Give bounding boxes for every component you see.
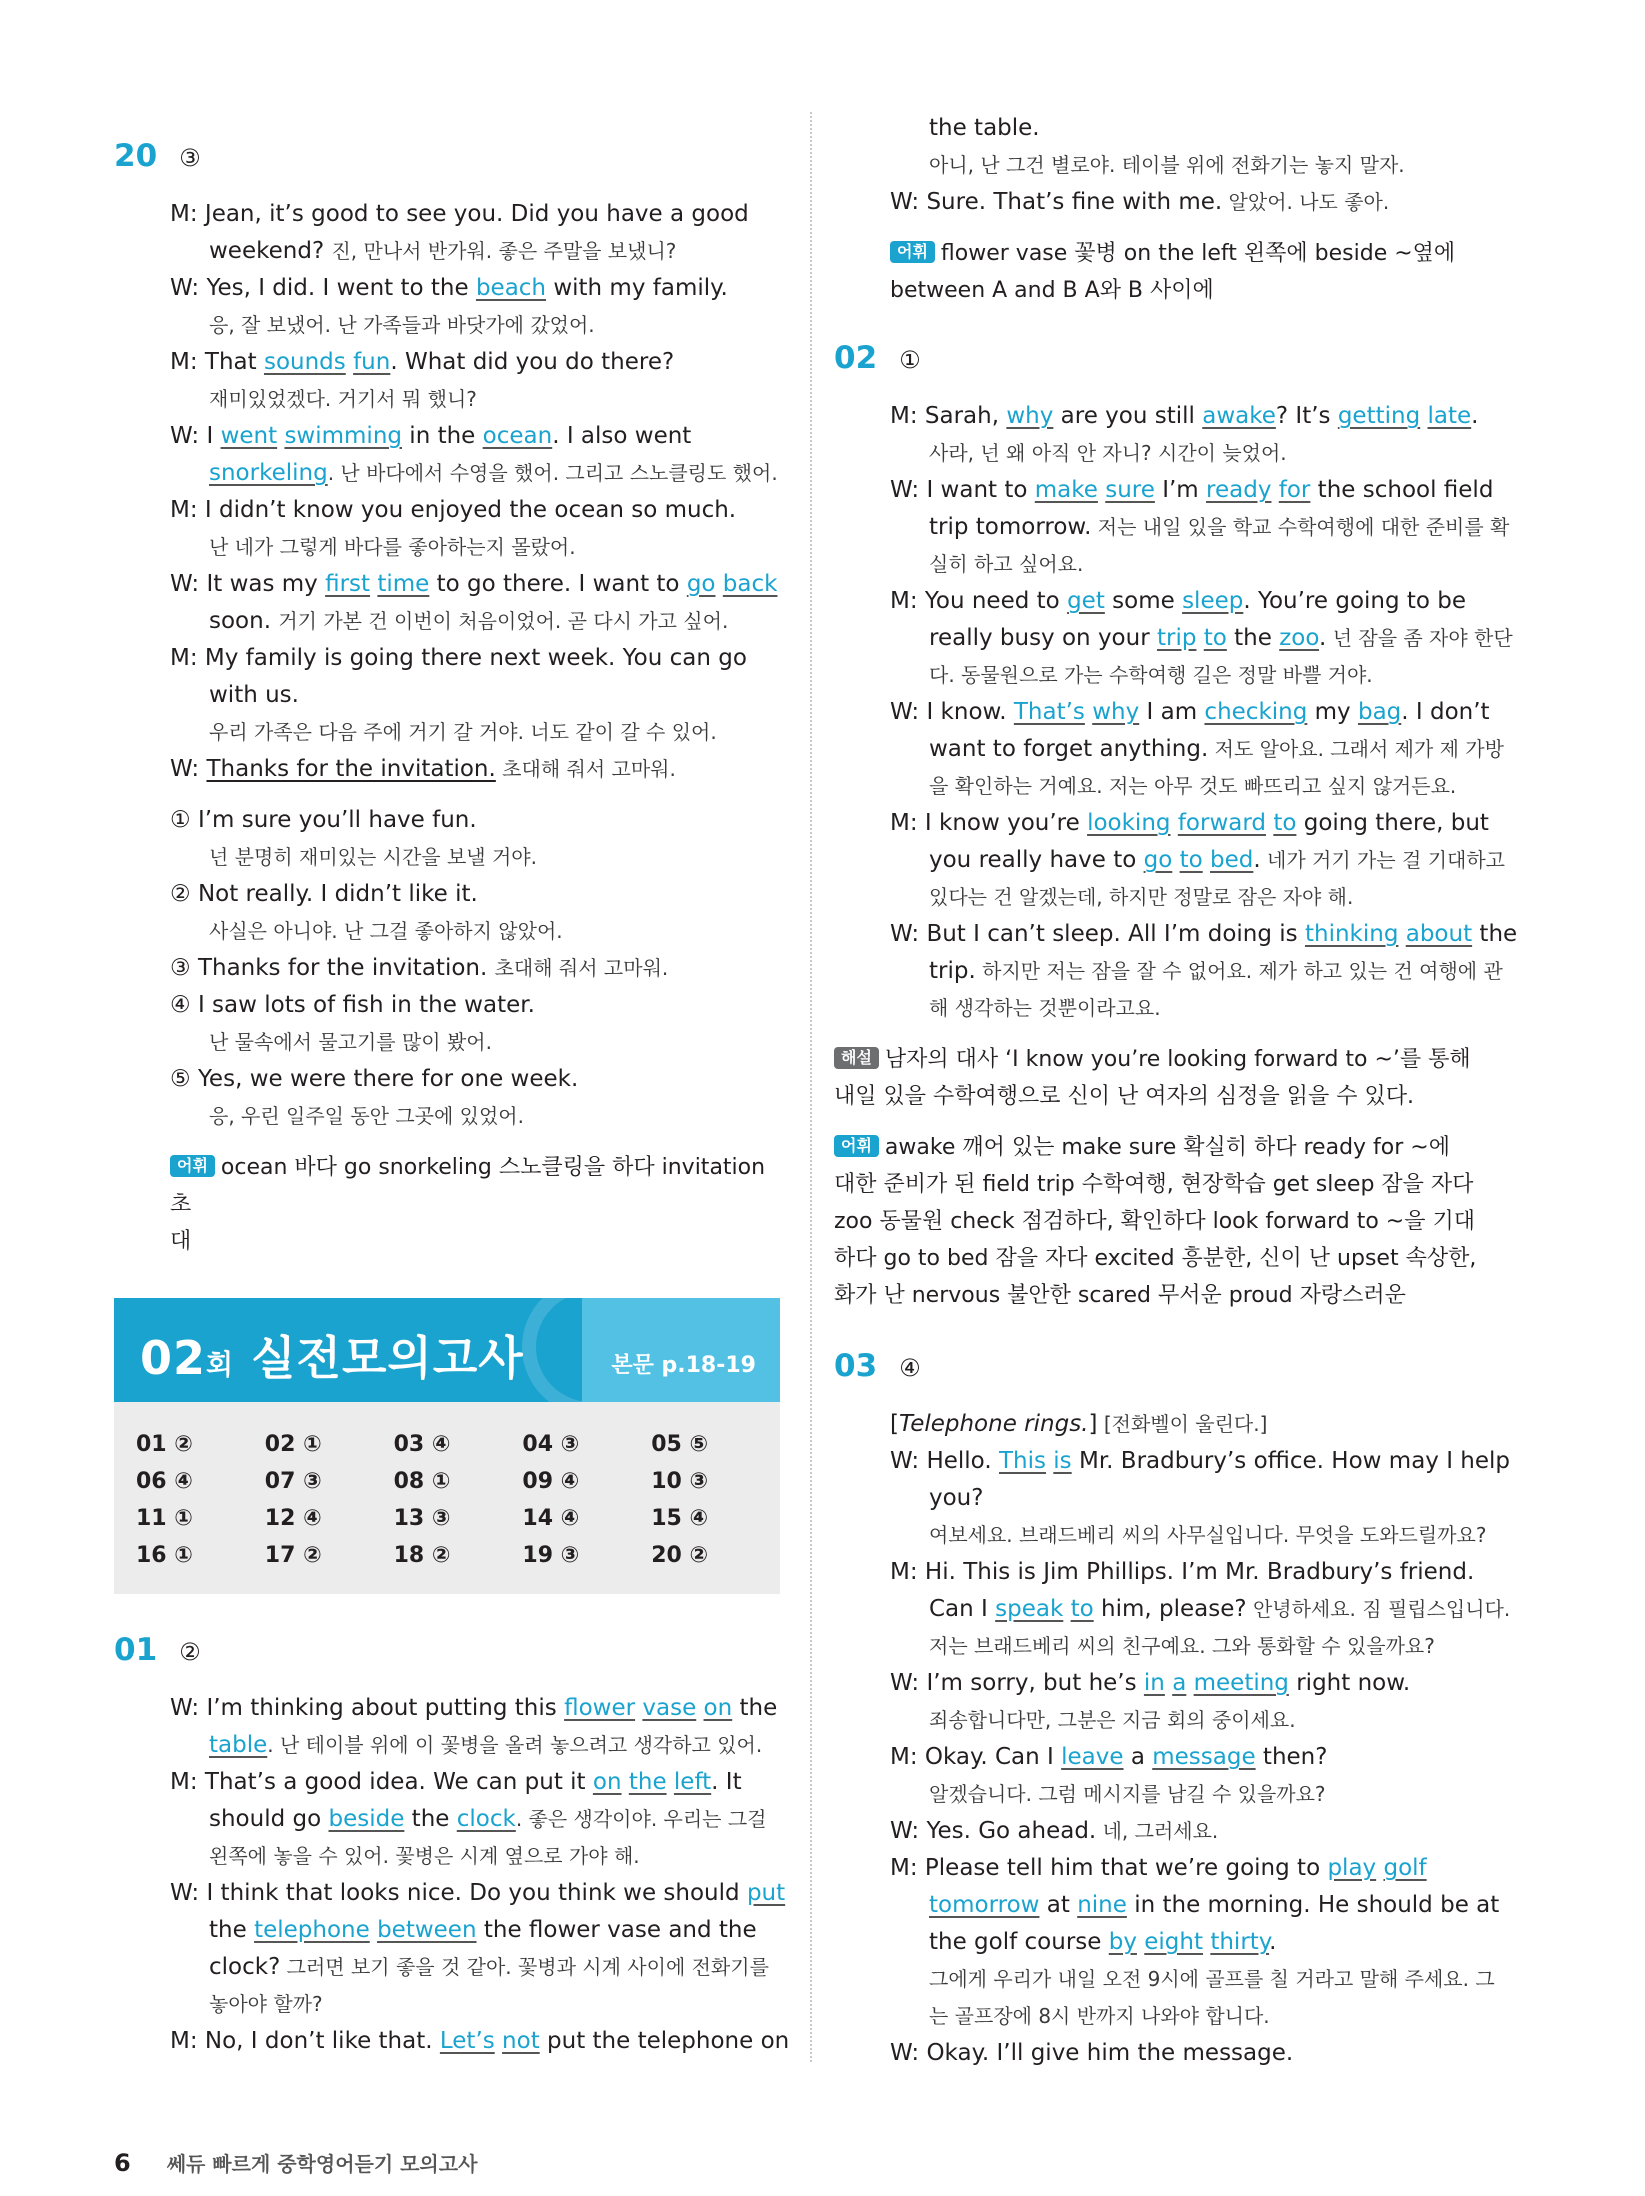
page-footer <box>114 2148 477 2177</box>
answer-row: 16 ① 17 ② 18 ② 19 ③ 20 ② <box>136 1543 709 1568</box>
blank-word: sure <box>1105 477 1155 503</box>
answer-row: 06 ④ 07 ③ 08 ① 09 ④ 10 ③ <box>136 1469 709 1494</box>
blank-word: looking <box>1087 810 1171 836</box>
blank-word: getting <box>1337 403 1421 429</box>
question-number: 01 <box>114 1632 158 1668</box>
book-title: 쎄듀 빠르게 중학영어듣기 모의고사 <box>166 2152 478 2176</box>
blank-word: ocean <box>482 423 553 449</box>
question-02 <box>834 340 1534 1314</box>
blank-word: make <box>1034 477 1098 503</box>
banner-page-ref: 본문 p.18-19 <box>611 1353 756 1378</box>
blank-word: awake <box>1202 403 1276 429</box>
blank-word: put <box>746 1880 786 1906</box>
option-2: ② Not really. I didn’t like it. <box>170 881 478 907</box>
option-4: ④ I saw lots of fish in the water. <box>170 992 535 1018</box>
blank-word: why <box>1092 699 1140 725</box>
blank-word: why <box>1006 403 1054 429</box>
option-3: ③ Thanks for the invitation. 초대해 줘서 고마워. <box>170 955 669 981</box>
explanation-tag: 해설 <box>834 1047 879 1069</box>
question-03 <box>834 1348 1534 2072</box>
blank-word: to <box>1203 625 1227 651</box>
answer-row: 01 ② 02 ① 03 ④ 04 ③ 05 ⑤ <box>136 1432 709 1457</box>
blank-word: go <box>1143 847 1173 873</box>
question-answer: ④ <box>899 1354 921 1382</box>
vocabulary-note: 어휘 ocean 바다 go snorkeling 스노클링을 하다 invitation 초 대 <box>170 1155 766 1254</box>
blank-word: speak <box>995 1596 1064 1622</box>
blank-word: thinking <box>1304 921 1399 947</box>
blank-word: to <box>1070 1596 1094 1622</box>
blank-word: swimming <box>284 423 402 449</box>
blank-word: golf <box>1383 1855 1427 1881</box>
banner-title: 02회 실전모의고사 <box>140 1331 524 1385</box>
blank-word: between <box>377 1917 477 1943</box>
question-answer: ② <box>179 1638 201 1666</box>
blank-word: is <box>1053 1448 1072 1474</box>
blank-word: That’s <box>1013 699 1085 725</box>
vocab-tag: 어휘 <box>170 1155 215 1177</box>
blank-word: in <box>1143 1670 1165 1696</box>
dialogue: [Telephone rings.] [전화벨이 울린다.] W: Hello. This is Mr. Bradbury’s office. How may I help you? 여보세요. 브래드베리 씨의 사무실입니다. 무엇을 도와드릴까요? M: Hi. This is Jim Phillips. I’m Mr. Bradbury’s friend. Can I speak to him, please? 안녕하세요. 짐 필립스입니다. 저는 브래드베리 씨의 친구예요. 그와 통화할 수 있을까요? W: I’m sorry, but he’s in a meeting right now. 죄송합니다만, 그분은 지금 회의 중이세요. M: Okay. Can I leave a message then? 알겠습니다. 그럼 메시지를 남길 수 있을까요? W: Yes. Go ahead. 네, 그러세요. M: Please tell him that we’re going to play golf tomorrow at nine in the morning. He should be at the golf course by eight thirty. 그에게 우리가 내일 오전 9시에 골프를 칠 거라고 말해 주세요. 그 는 골프장에 8시 반까지 나와야 합니다. W: Okay. I’ll give him the message. <box>890 1411 1511 2066</box>
vocabulary-note: 어휘 flower vase 꽃병 on the left 왼쪽에 beside ~옆에 between A and B A와 B 사이에 <box>890 241 1456 303</box>
blank-word: message <box>1152 1744 1256 1770</box>
blank-word: vase <box>642 1695 697 1721</box>
vocab-tag: 어휘 <box>890 241 935 263</box>
blank-word: to <box>1273 810 1297 836</box>
question-20 <box>114 138 784 1260</box>
blank-word: telephone <box>254 1917 370 1943</box>
blank-word: back <box>722 571 778 597</box>
answer-row: 11 ① 12 ④ 13 ③ 14 ④ 15 ④ <box>136 1506 709 1531</box>
blank-word: ready <box>1206 477 1272 503</box>
blank-word: meeting <box>1193 1670 1289 1696</box>
question-number: 02 <box>834 340 878 376</box>
blank-word: first <box>325 571 371 597</box>
blank-word: by <box>1108 1929 1137 1955</box>
blank-word: time <box>377 571 430 597</box>
dialogue: M: Jean, it’s good to see you. Did you have a good weekend? 진, 만나서 반가워. 좋은 주말을 보냈니? W: Yes, I did. I went to the beach with my family. 응, 잘 보냈어. 난 가족들과 바닷가에 갔었어. M: That sounds fun. What did you do there? 재미있었겠다. 거기서 뭐 했니? W: I went swimming in the ocean. I also went snorkeling. 난 바다에서 수영을 했어. 그리고 스노클링도 했어. M: I didn’t know you enjoyed the ocean so much. 난 네가 그렇게 바다를 좋아하는지 몰랐어. W: It was my first time to go there. I want to go back soon. 거기 가본 건 이번이 처음이었어. 곧 다시 가고 싶어. M: My family is going there next week. You can go with us. 우리 가족은 다음 주에 거기 갈 거야. 너도 같이 갈 수 있어. W: Thanks for the invitation. 초대해 줘서 고마워. <box>170 201 778 782</box>
page-number: 6 <box>114 2149 131 2177</box>
blank-word: on <box>703 1695 733 1721</box>
blank-word: forward <box>1177 810 1266 836</box>
column-divider <box>810 112 812 2062</box>
question-01 <box>114 1632 790 2060</box>
question-01-continued: the table. 아니, 난 그건 별로야. 테이블 위에 전화기는 놓지 말자. W: Sure. That’s fine with me. 알았어. 나도 좋아. 어휘 flower vase 꽃병 on the left 왼쪽에 beside ~옆에 between A and B A와 B 사이에 <box>834 110 1534 309</box>
blank-word: on <box>592 1769 622 1795</box>
blank-word: sleep <box>1182 588 1244 614</box>
question-answer: ③ <box>179 144 201 172</box>
blank-word: the <box>628 1769 667 1795</box>
dialogue: M: Sarah, why are you still awake? It’s getting late. 사라, 넌 왜 아직 안 자니? 시간이 늦었어. W: I want to make sure I’m ready for the school field trip tomorrow. 저는 내일 있을 학교 수학여행에 대한 준비를 확 실히 하고 싶어요. M: You need to get some sleep. You’re going to be really busy on your trip to the zoo. 넌 잠을 좀 자야 한단 다. 동물원으로 가는 수학여행 길은 정말 바쁠 거야. W: I know. That’s why I am checking my bag. I don’t want to forget anything. 저도 알아요. 그래서 제가 제 가방 을 확인하는 거예요. 저는 아무 것도 빠뜨리고 싶지 않거든요. M: I know you’re looking forward to going there, but you really have to go to bed. 네가 거기 가는 걸 기대하고 있다는 건 알겠는데, 하지만 정말로 잠은 자야 해. W: But I can’t sleep. All I’m doing is thinking about the trip. 하지만 저는 잠을 잘 수 없어요. 제가 하고 있는 건 여행에 관 해 생각하는 것뿐이라고요. <box>890 403 1518 1020</box>
explanation-note: 해설 남자의 대사 ‘I know you’re looking forward to ~’를 통해 내일 있을 수학여행으로 신이 난 여자의 심정을 읽을 수 있다. <box>834 1047 1471 1109</box>
blank-word: late <box>1427 403 1472 429</box>
blank-word: not <box>502 2028 540 2054</box>
blank-word: sounds <box>263 349 346 375</box>
blank-word: eight <box>1144 1929 1204 1955</box>
blank-word: zoo <box>1279 625 1320 651</box>
blank-word: fun <box>353 349 391 375</box>
blank-word: trip <box>1156 625 1197 651</box>
blank-word: bed <box>1210 847 1254 873</box>
blank-word: go <box>686 571 716 597</box>
blank-word: flower <box>564 1695 636 1721</box>
vocabulary-note: 어휘 awake 깨어 있는 make sure 확실히 하다 ready for ~에 대한 준비가 된 field trip 수학여행, 현장학습 get sleep 잠을 자다 zoo 동물원 check 점검하다, 확인하다 look forward to ~을 기대 하다 go to bed 잠을 자다 excited 흥분한, 신이 난 upset 속상한, 화가 난 nervous 불안한 scared 무서운 proud 자랑스러운 <box>834 1135 1477 1308</box>
blank-word: play <box>1327 1855 1377 1881</box>
blank-word: table <box>209 1732 268 1758</box>
question-number: 03 <box>834 1348 878 1384</box>
blank-word: went <box>220 423 278 449</box>
answer-key <box>114 1402 780 1594</box>
blank-word: Let’s <box>439 2028 495 2054</box>
option-1: ① I’m sure you’ll have fun. <box>170 807 477 833</box>
blank-word: checking <box>1204 699 1308 725</box>
section-banner <box>114 1298 780 1402</box>
blank-word: left <box>673 1769 712 1795</box>
blank-word: to <box>1179 847 1203 873</box>
option-5: ⑤ Yes, we were there for one week. <box>170 1066 579 1092</box>
blank-word: beach <box>475 275 547 301</box>
answer-options: ① I’m sure you’ll have fun. 넌 분명히 재미있는 시간을 보낼 거야. ② Not really. I didn’t like it. 사실은 아니야. 난 그걸 좋아하지 않았어. ③ Thanks for the invitation. 초대해 줘서 고마워. ④ I saw lots of fish in the water. 난 물속에서 물고기를 많이 봤어. ⑤ Yes, we were there for one week. 응, 우린 일주일 동안 그곳에 있었어. <box>114 802 784 1135</box>
blank-word: bag <box>1357 699 1402 725</box>
blank-word: snorkeling <box>209 460 328 486</box>
dialogue: W: I’m thinking about putting this flower vase on the table. 난 테이블 위에 이 꽃병을 올려 놓으려고 생각하고 있어. M: That’s a good idea. We can put it on the left. It should go beside the clock. 좋은 생각이야. 우리는 그걸 왼쪽에 놓을 수 있어. 꽃병은 시계 옆으로 가야 해. W: I think that looks nice. Do you think we should put the telephone between the flower vase and the clock? 그러면 보기 좋을 것 같아. 꽃병과 시계 사이에 전화기를 놓아야 할까? M: No, I don’t like that. Let’s not put the telephone on <box>170 1695 790 2054</box>
blank-word: for <box>1278 477 1311 503</box>
question-number: 20 <box>114 138 158 174</box>
blank-word: a <box>1172 1670 1187 1696</box>
blank-word: This <box>998 1448 1046 1474</box>
blank-word: tomorrow <box>929 1892 1040 1918</box>
blank-word: nine <box>1077 1892 1127 1918</box>
question-answer: ① <box>899 346 921 374</box>
blank-word: clock <box>456 1806 516 1832</box>
vocab-tag: 어휘 <box>834 1135 879 1157</box>
blank-word: get <box>1067 588 1105 614</box>
blank-word: thirty <box>1210 1929 1270 1955</box>
blank-word: beside <box>328 1806 405 1832</box>
blank-word: about <box>1405 921 1473 947</box>
blank-word: leave <box>1061 1744 1124 1770</box>
answer-key-table <box>136 1426 780 1574</box>
